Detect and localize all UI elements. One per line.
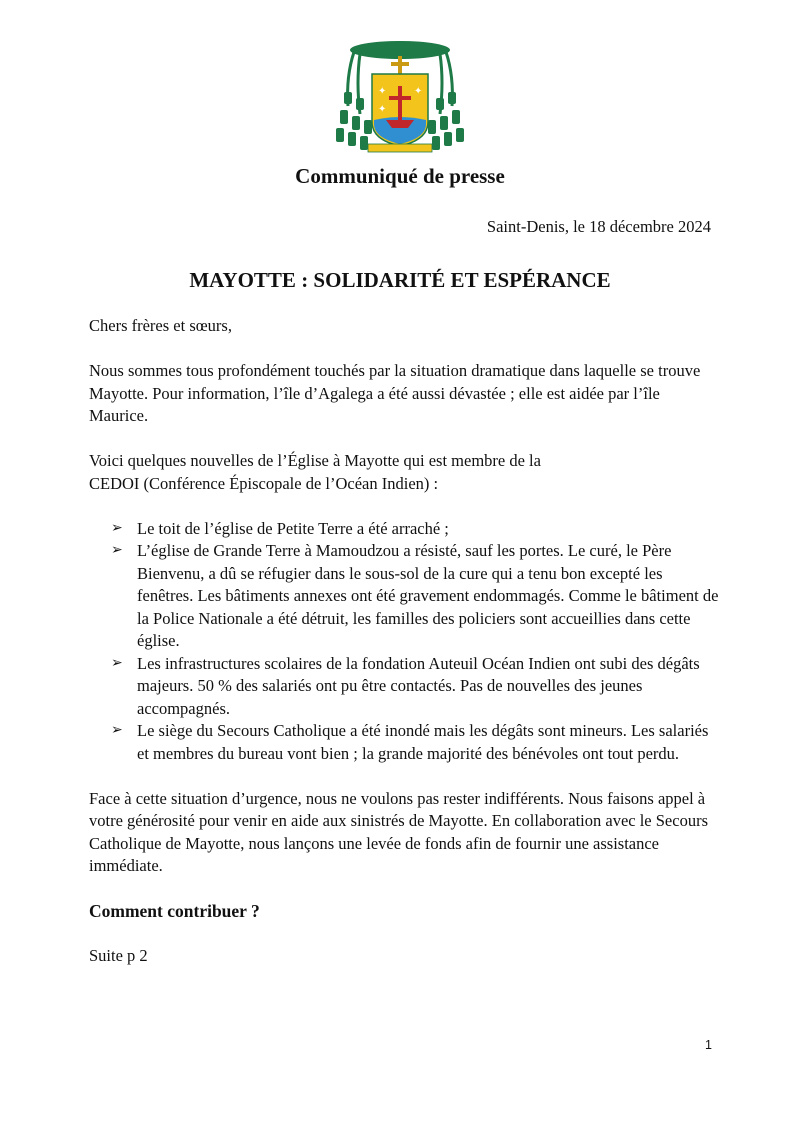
news-list [89, 518, 719, 766]
news-intro-line-1: Voici quelques nouvelles de l’Église à Mayotte qui est membre de la [89, 451, 541, 470]
arrowhead-bullet-icon: ➢ [111, 655, 123, 671]
svg-text:✦: ✦ [378, 86, 387, 97]
list-item-text: Les infrastructures scolaires de la fondation Auteuil Océan Indien ont subi des dégâts majeurs. 50 % des salariés ont pu être contactés. Pas de nouvelles des jeunes accompagnés. [137, 653, 700, 718]
coat-of-arms-icon [334, 36, 466, 156]
arrowhead-bullet-icon: ➢ [111, 543, 123, 558]
arrowhead-bullet-icon: ➢ [111, 520, 123, 536]
svg-text:✦: ✦ [378, 104, 387, 115]
list-item-text: Le siège du Secours Catholique a été inondé mais les dégâts sont mineurs. Les salariés et membres du bureau vont bien ; la grande majorité des bénévoles ont tout perdu. [137, 721, 709, 763]
headline: MAYOTTE : SOLIDARITÉ ET ESPÉRANCE [189, 268, 611, 292]
list-item [89, 540, 719, 653]
dateline: Saint-Denis, le 18 décembre 2024 [486, 217, 711, 236]
news-intro-line-2: CEDOI (Conférence Épiscopale de l’Océan Indien) : [89, 473, 439, 493]
document-body [89, 315, 719, 968]
paragraph-news-intro [89, 450, 719, 495]
page-number: 1 [705, 1038, 712, 1052]
list-item [89, 518, 719, 541]
greeting: Chers frères et sœurs, [89, 316, 232, 335]
arrowhead-bullet-icon: ➢ [111, 723, 123, 738]
paragraph-appeal: Face à cette situation d’urgence, nous ne voulons pas rester indifférents. Nous faisons appel à votre générosité pour venir en aide aux sinistrés de Mayotte. En collaboration avec le Secours Catholique de Mayotte, nous lançons une levée de fonds afin de fournir une assistance immédiate. [89, 788, 708, 875]
list-item [89, 720, 719, 765]
list-item-text: L’église de Grande Terre à Mamoudzou a résisté, sauf les portes. Le curé, le Père Bienvenu, a dû se réfugier dans le sous-sol de la cure qui a tenu bon excepté les fenêtres. Les bâtiments annexes ont été gravement endommagés. Comme le bâtiment de la Police Nationale a été détruit, les familles des policiers sont accueillies dans cette église. [137, 541, 719, 650]
list-item [89, 653, 719, 721]
list-item-text: Le toit de l’église de Petite Terre a été arraché ; [137, 518, 449, 538]
svg-text:✦: ✦ [414, 86, 423, 97]
document-title: Communiqué de presse [295, 164, 505, 188]
paragraph-situation: Nous sommes tous profondément touchés par la situation dramatique dans laquelle se trouve Mayotte. Pour information, l’île d’Agalega a été aussi dévastée ; elle est aidée par l’île Maurice. [89, 361, 701, 425]
continued-note: Suite p 2 [89, 946, 148, 965]
subheading-contribute: Comment contribuer ? [89, 901, 260, 921]
